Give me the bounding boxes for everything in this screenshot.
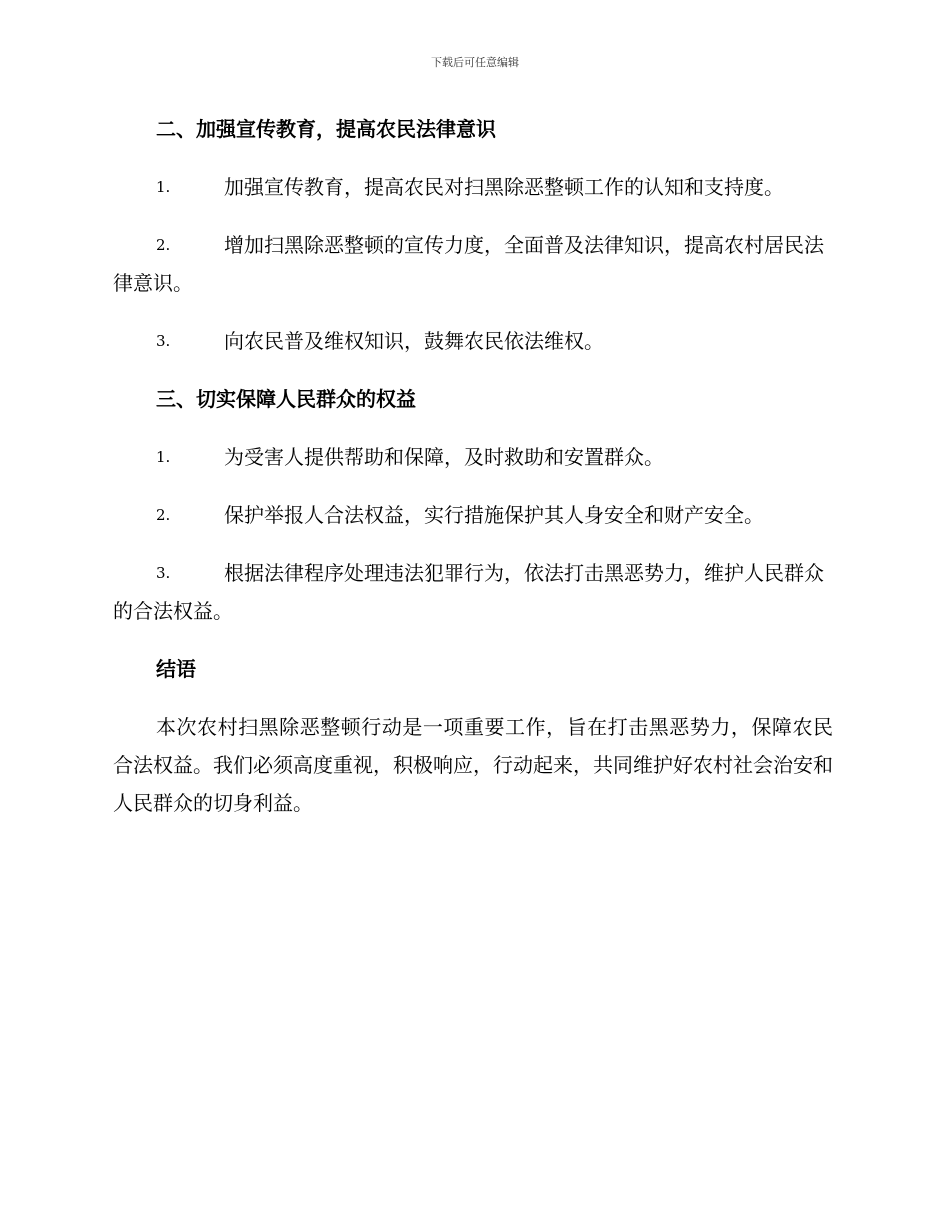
list-item-text: 向农民普及维权知识，鼓舞农民依法维权。 <box>224 329 604 353</box>
list-item-number: 2. <box>156 236 171 254</box>
list-item-text: 保护举报人合法权益，实行措施保护其人身安全和财产安全。 <box>224 503 764 527</box>
section-heading: 三、切实保障人民群众的权益 <box>156 387 416 411</box>
list-item <box>113 438 833 476</box>
list-item-number: 1. <box>156 448 171 466</box>
list-item <box>113 322 833 360</box>
list-item-text: 增加扫黑除恶整顿的宣传力度，全面普及法律知识，提高农村居民法律意识。 <box>113 233 824 295</box>
header-watermark: 下载后可任意编辑 <box>431 56 519 69</box>
list-item <box>113 226 833 302</box>
list-item-number: 3. <box>156 564 171 582</box>
document-body <box>113 110 833 822</box>
conclusion-paragraph: 本次农村扫黑除恶整顿行动是一项重要工作，旨在打击黑恶势力，保障农民合法权益。我们必须高度重视，积极响应，行动起来，共同维护好农村社会治安和人民群众的切身利益。 <box>113 715 833 815</box>
list-item-text: 根据法律程序处理违法犯罪行为，依法打击黑恶势力，维护人民群众的合法权益。 <box>113 561 824 623</box>
section-heading: 二、加强宣传教育，提高农民法律意识 <box>156 117 496 141</box>
list-item <box>113 168 833 206</box>
list-item-number: 3. <box>156 332 171 350</box>
list-item-text: 加强宣传教育，提高农民对扫黑除恶整顿工作的认知和支持度。 <box>224 175 784 199</box>
list-item <box>113 496 833 534</box>
list-item-text: 为受害人提供帮助和保障，及时救助和安置群众。 <box>224 445 664 469</box>
list-item-number: 1. <box>156 178 171 196</box>
list-item <box>113 554 833 630</box>
conclusion-heading: 结语 <box>156 657 196 681</box>
list-item-number: 2. <box>156 506 171 524</box>
